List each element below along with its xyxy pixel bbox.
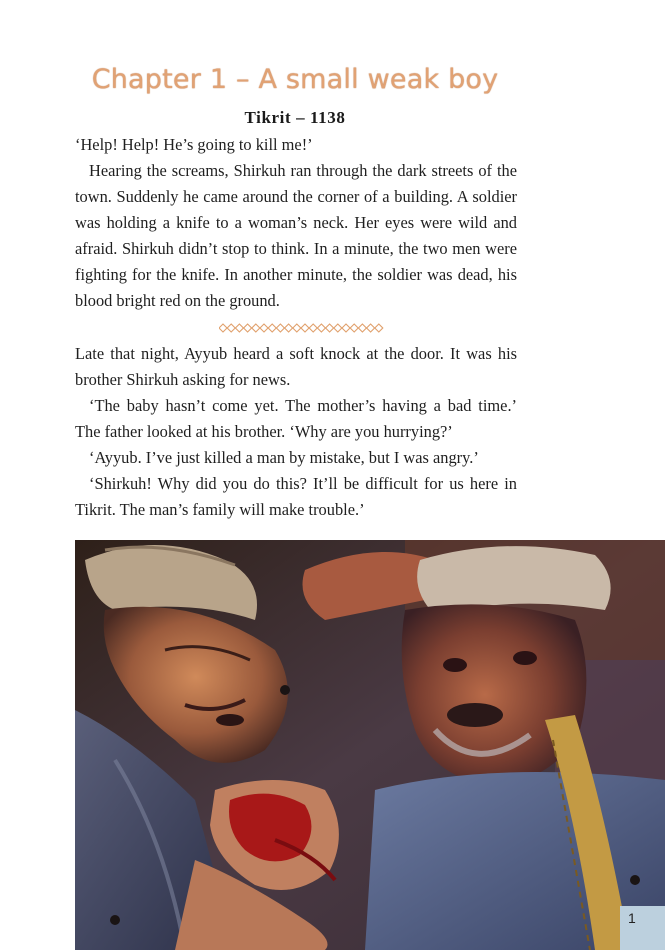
divider-diamond	[358, 324, 366, 332]
story-illustration	[75, 540, 665, 950]
paragraph: Hearing the screams, Shirkuh ran through the dark streets of the town. Suddenly he came around the corner of a building. A soldier was holding a knife to a woman’s neck. Her eyes were wild and afraid. Shirkuh didn’t stop to think. In a minute, the two men were fighting for the knife. In another minute, the soldier was dead, his blood bright red on the ground.	[75, 161, 517, 310]
divider-diamond	[244, 324, 252, 332]
divider-diamond	[252, 324, 260, 332]
paragraph: ‘The baby hasn’t come yet. The mother’s having a bad time.’ The father looked at his brother. ‘Why are you hurrying?’	[75, 396, 517, 441]
paragraph: Late that night, Ayyub heard a soft knock at the door. It was his brother Shirkuh asking for news.	[75, 344, 517, 389]
paragraph: ‘Shirkuh! Why did you do this? It’ll be difficult for us here in Tikrit. The man’s family will make trouble.’	[75, 474, 517, 519]
divider-diamond	[260, 324, 268, 332]
divider-diamond	[342, 324, 350, 332]
divider-diamond	[367, 324, 375, 332]
divider-diamond	[317, 324, 325, 332]
divider-diamond	[301, 324, 309, 332]
text-section-1	[75, 132, 517, 314]
divider-diamond	[350, 324, 358, 332]
page-number: 1	[628, 910, 636, 926]
divider-diamond	[285, 324, 293, 332]
divider-diamond	[227, 324, 235, 332]
divider-diamond	[268, 324, 276, 332]
divider-diamond	[219, 324, 227, 332]
divider-diamond	[334, 324, 342, 332]
divider-diamond	[375, 324, 383, 332]
divider-diamond	[293, 324, 301, 332]
divider-diamond	[235, 324, 243, 332]
divider-diamond	[276, 324, 284, 332]
text-section-2	[75, 341, 517, 523]
paragraph: ‘Ayyub. I’ve just killed a man by mistake, but I was angry.’	[89, 448, 479, 467]
page-number-badge	[620, 906, 665, 950]
chapter-subtitle: Tikrit – 1138	[244, 108, 346, 127]
section-divider-ornament	[219, 322, 385, 334]
divider-diamond	[326, 324, 334, 332]
paragraph: ‘Help! Help! He’s going to kill me!’	[75, 135, 313, 154]
divider-diamond	[309, 324, 317, 332]
chapter-title: Chapter 1 – A small weak boy	[91, 64, 499, 95]
